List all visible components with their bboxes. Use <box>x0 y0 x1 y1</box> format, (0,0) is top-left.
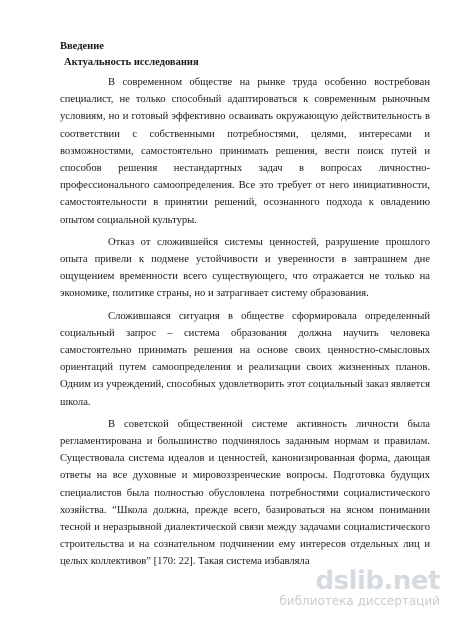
section-subheading: Актуальность исследования <box>64 57 199 68</box>
watermark-subtitle: библиотека диссертаций <box>279 594 440 608</box>
watermark <box>279 568 440 608</box>
paragraph: В советской общественной системе активность личности была регламентирована и большинство подчинялось заданным нормам и правилам. Существовала система идеалов и ценностей, канонизированная форма, дающая ответы на все духовные и мировоззренческие вопросы. Подготовка будущих специалистов была полностью обусловлена потребностями социалистического хозяйства. “Школа должна, прежде всего, базироваться на ясном понимании тесной и неразрывной диалектической связи между задачами социалистического строительства и на сознательном подчинении ему интересов отдельных лиц и целых коллективов” [170: 22]. Такая система избавляла <box>60 418 430 568</box>
paragraph: Отказ от сложившейся системы ценностей, разрушение прошлого опыта привели к подмене устойчивости и уверенности в завтрашнем дне ощущением временности всего существующего, что отражается не только на экономике, политике страны, но и затрагивает систему образования. <box>60 236 430 300</box>
watermark-logo: dslib.net <box>315 566 440 596</box>
paragraph: Сложившаяся ситуация в обществе сформировала определенный социальный запрос – система образования должна научить человека самостоятельно принимать решения на основе своих ценностно-смысловых ориентаций путем самоопределения и реализации своих жизненных планов. Одним из учреждений, способных удовлетворить этот социальный заказ является школа. <box>60 310 430 408</box>
section-heading: Введение <box>60 41 104 52</box>
paragraph: В современном обществе на рынке труда особенно востребован специалист, не только способный адаптироваться к современным рыночным условиям, но и готовый эффективно осваивать окружающую действительность в соответствии с собственными потребностями, целями, интересами и возможностями, самостоятельно принимать решения, вести поиск путей и способов решения нестандартных задач в вопросах личностно-профессионального самоопределения. Все это требует от него инициативности, самостоятельности в принятии решений, осознанного подхода к овладению опытом социальной культуры. <box>60 77 430 226</box>
body-text <box>60 74 430 576</box>
